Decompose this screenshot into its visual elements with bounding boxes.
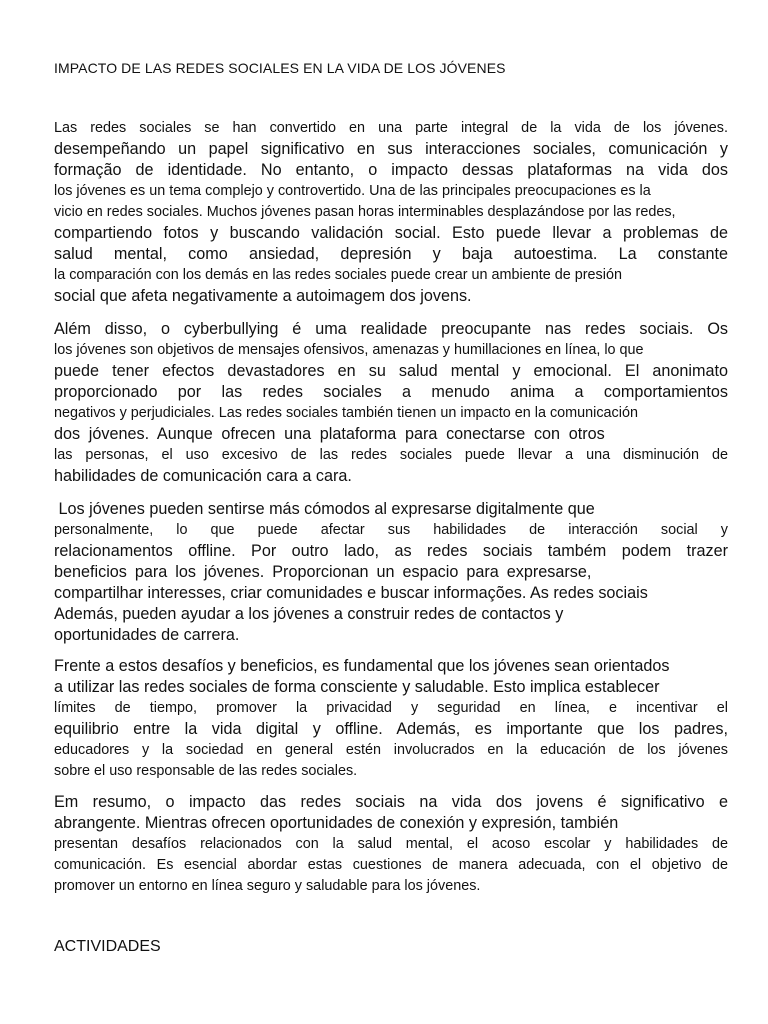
- paragraph-line: a utilizar las redes sociales de forma consciente y saludable. Esto implica establecer: [54, 678, 660, 696]
- paragraph-line: puede tener efectos devastadores en su salud mental y emocional. El anonimato: [54, 362, 728, 380]
- section-heading-actividades: ACTIVIDADES: [54, 938, 161, 955]
- paragraph-line: negativos y perjudiciales. Las redes sociales también tienen un impacto en la comunicación: [54, 405, 638, 421]
- paragraph-line: presentan desafíos relacionados con la salud mental, el acoso escolar y habilidades de: [54, 836, 728, 852]
- paragraph-4: [54, 656, 728, 782]
- paragraph-line: Além disso, o cyberbullying é uma realidade preocupante nas redes sociais. Os: [54, 320, 728, 338]
- paragraph-line: Las redes sociales se han convertido en una parte integral de la vida de los jóvenes.: [54, 120, 728, 136]
- paragraph-1: [54, 118, 728, 307]
- paragraph-line: la comparación con los demás en las redes sociales puede crear un ambiente de presión: [54, 267, 622, 283]
- paragraph-line: oportunidades de carrera.: [54, 626, 240, 644]
- paragraph-line: dos jóvenes. Aunque ofrecen una plataforma para conectarse con otros: [54, 425, 605, 443]
- paragraph-line: los jóvenes son objetivos de mensajes ofensivos, amenazas y humillaciones en línea, lo que: [54, 342, 644, 358]
- paragraph-line: Em resumo, o impacto das redes sociais na vida dos jovens é significativo e: [54, 793, 728, 811]
- paragraph-line: los jóvenes es un tema complejo y controvertido. Una de las principales preocupaciones es la: [54, 183, 651, 199]
- paragraph-line: formação de identidade. No entanto, o impacto dessas plataformas na vida dos: [54, 161, 728, 179]
- paragraph-line: social que afeta negativamente a autoimagem dos jovens.: [54, 287, 472, 305]
- paragraph-line: proporcionado por las redes sociales a menudo anima a comportamientos: [54, 383, 728, 401]
- paragraph-line: compartiendo fotos y buscando validación social. Esto puede llevar a problemas de: [54, 224, 728, 242]
- paragraph-3: [54, 499, 728, 646]
- paragraph-line: Los jóvenes pueden sentirse más cómodos al expresarse digitalmente que: [54, 500, 595, 518]
- paragraph-line: relacionamentos offline. Por outro lado, as redes sociais também podem trazer: [54, 542, 728, 560]
- paragraph-line: compartilhar interesses, criar comunidades e buscar informações. As redes sociais: [54, 584, 648, 602]
- document-title: IMPACTO DE LAS REDES SOCIALES EN LA VIDA DE LOS JÓVENES: [54, 60, 506, 76]
- paragraph-line: promover un entorno en línea seguro y saludable para los jóvenes.: [54, 878, 481, 894]
- paragraph-line: equilibrio entre la vida digital y offline. Además, es importante que los padres,: [54, 720, 728, 738]
- paragraph-line: comunicación. Es esencial abordar estas cuestiones de manera adecuada, con el objetivo de: [54, 857, 728, 873]
- paragraph-line: vicio en redes sociales. Muchos jóvenes pasan horas interminables desplazándose por las redes,: [54, 204, 676, 220]
- paragraph-5: [54, 792, 728, 897]
- paragraph-line: Además, pueden ayudar a los jóvenes a construir redes de contactos y: [54, 605, 564, 623]
- paragraph-line: desempeñando un papel significativo en sus interacciones sociales, comunicación y: [54, 140, 728, 158]
- paragraph-line: sobre el uso responsable de las redes sociales.: [54, 763, 358, 779]
- paragraph-line: personalmente, lo que puede afectar sus habilidades de interacción social y: [54, 522, 728, 538]
- paragraph-line: límites de tiempo, promover la privacidad y seguridad en línea, e incentivar el: [54, 700, 728, 716]
- paragraph-line: Frente a estos desafíos y beneficios, es fundamental que los jóvenes sean orientados: [54, 657, 670, 675]
- paragraph-line: beneficios para los jóvenes. Proporcionan un espacio para expresarse,: [54, 563, 592, 581]
- paragraph-line: habilidades de comunicación cara a cara.: [54, 467, 352, 485]
- paragraph-line: educadores y la sociedad en general estén involucrados en la educación de los jóvenes: [54, 742, 728, 758]
- paragraph-2: [54, 319, 728, 487]
- paragraph-line: abrangente. Mientras ofrecen oportunidades de conexión y expresión, también: [54, 814, 619, 832]
- paragraph-line: las personas, el uso excesivo de las redes sociales puede llevar a una disminución de: [54, 447, 728, 463]
- paragraph-line: salud mental, como ansiedad, depresión y baja autoestima. La constante: [54, 245, 728, 263]
